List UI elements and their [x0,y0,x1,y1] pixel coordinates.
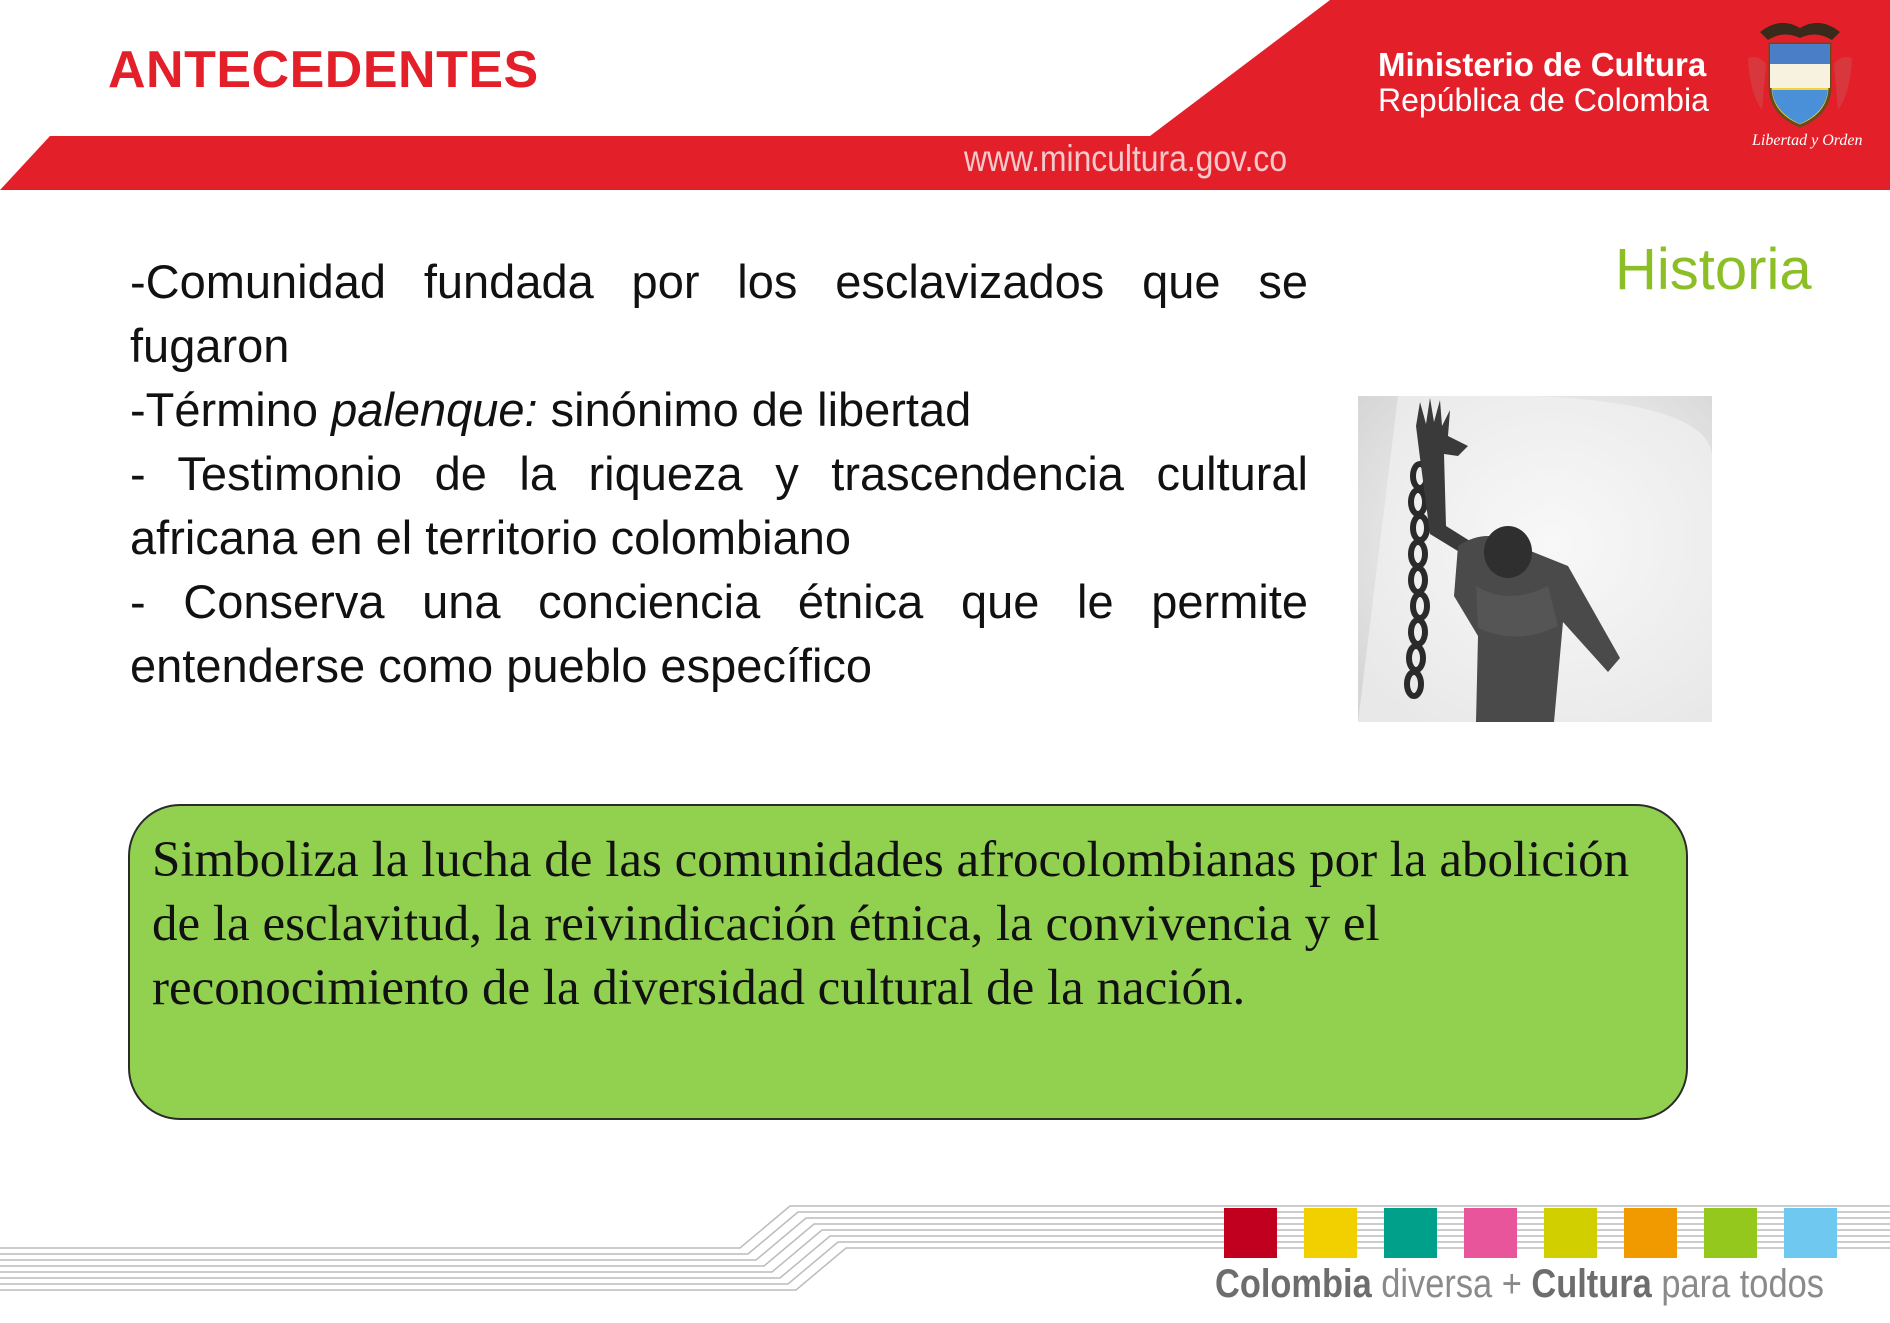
bullet-text: -Término [130,383,332,436]
ministry-name: Ministerio de Cultura [1378,46,1707,83]
section-label: Historia [1615,237,1812,302]
motto: Libertad y Orden [1752,132,1863,149]
bullet-item: -Comunidad fundada por los esclavizados que se fugaron [130,255,1308,372]
callout-text: Simboliza la lucha de las comunidades afrocolombianas por la abolición de la esclavitud, la reivindicación étnica, la convivencia y el reconocimiento de la diversidad cultural de la nación. [152,832,1630,1016]
bullet-term: palenque: [331,383,538,436]
color-swatch [1384,1208,1437,1258]
color-swatch [1544,1208,1597,1258]
slide-title: ANTECEDENTES [108,41,539,99]
tagline-text: diversa + [1371,1262,1532,1306]
color-swatch [1624,1208,1677,1258]
tagline-bold: Cultura [1531,1262,1652,1306]
color-swatch [1704,1208,1757,1258]
footer-tagline [1215,1262,1824,1307]
bullet-item: - Testimonio de la riqueza y trascendencia cultural africana en el territorio colombiano [130,447,1308,564]
color-swatch [1224,1208,1277,1258]
color-swatch [1304,1208,1357,1258]
tagline-bold: Colombia [1215,1262,1372,1306]
bullet-item: - Conserva una conciencia étnica que le permite entenderse como pueblo específico [130,575,1308,692]
color-swatch [1784,1208,1837,1258]
color-swatch [1464,1208,1517,1258]
tagline-text: para todos [1651,1262,1824,1306]
bullet-item [130,378,1308,442]
bullet-text: sinónimo de libertad [537,383,972,436]
site-url[interactable]: www.mincultura.gov.co [964,138,1288,179]
colombia-coat-of-arms-icon [1740,14,1860,132]
bullet-list [130,250,1308,698]
benkos-bioho-statue-photo [1358,396,1712,722]
country-name: República de Colombia [1378,82,1709,118]
